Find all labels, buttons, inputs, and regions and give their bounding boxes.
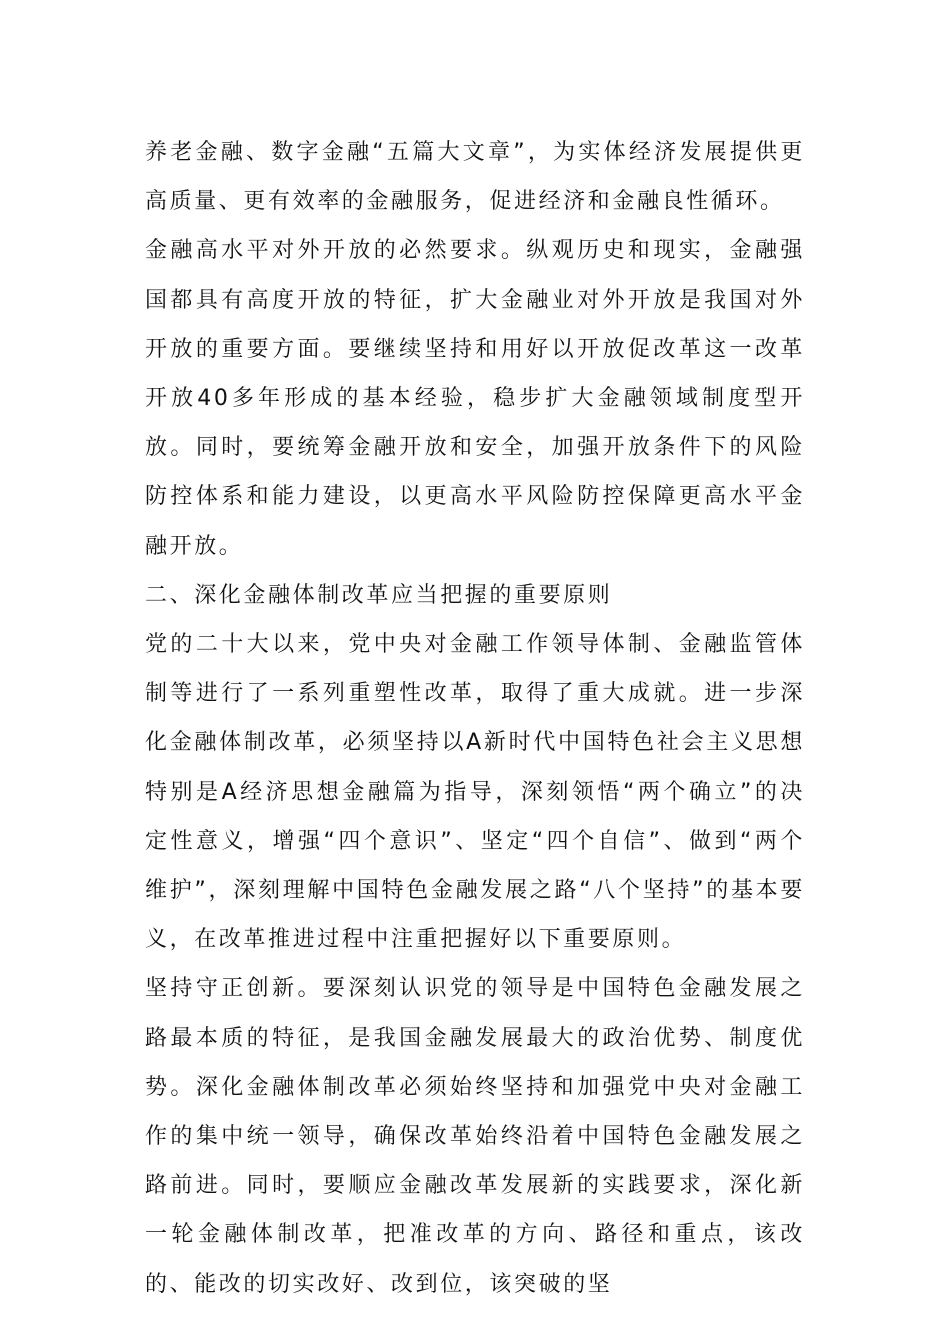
para-opening-up: 金融高水平对外开放的必然要求。纵观历史和现实，金融强国都具有高度开放的特征，扩大金融业对外开放是我国对外开放的重要方面。要继续坚持和用好以开放促改革这一改革开放40多年形成的基本经验，稳步扩大金融领域制度型开放。同时，要统筹金融开放和安全，加强开放条件下的风险防控体系和能力建设，以更高水平风险防控保障更高水平金融开放。 xyxy=(145,238,805,559)
para-since-twentieth-congress: 党的二十大以来，党中央对金融工作领导体制、金融监管体制等进行了一系列重塑性改革，取得了重大成就。进一步深化金融体制改革，必须坚持以A新时代中国特色社会主义思想特别是A经济思想金融篇为指导，深刻领悟“两个确立”的决定性意义，增强“四个意识”、坚定“四个自信”、做到“两个维护”，深刻理解中国特色金融发展之路“八个坚持”的基本要义，在改革推进过程中注重把握好以下重要原则。 xyxy=(145,632,805,953)
document-body xyxy=(145,128,805,1309)
section-heading-principles: 二、深化金融体制改革应当把握的重要原则 xyxy=(145,582,613,608)
para-continuation-five-articles: 养老金融、数字金融“五篇大文章”，为实体经济发展提供更高质量、更有效率的金融服务，促进经济和金融良性循环。 xyxy=(145,140,805,215)
para-upholding-integrity-innovation: 坚持守正创新。要深刻认识党的领导是中国特色金融发展之路最本质的特征，是我国金融发展最大的政治优势、制度优势。深化金融体制改革必须始终坚持和加强党中央对金融工作的集中统一领导，确保改革始终沿着中国特色金融发展之路前进。同时，要顺应金融改革发展新的实践要求，深化新一轮金融体制改革，把准改革的方向、路径和重点，该改的、能改的切实改好、改到位，该突破的坚 xyxy=(145,976,805,1297)
